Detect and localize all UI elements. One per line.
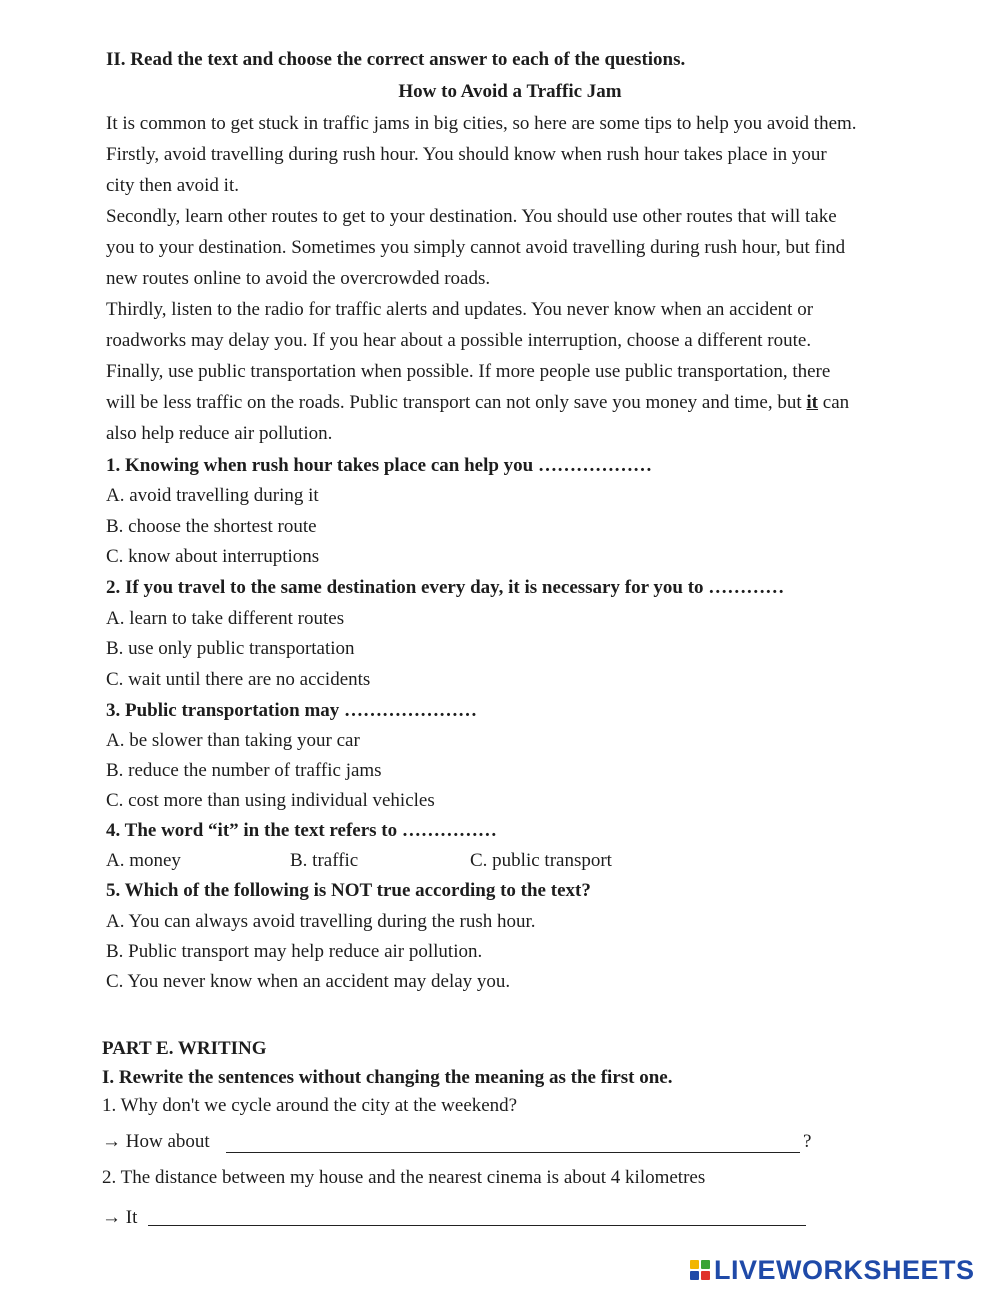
writing-item-1: 1. Why don't we cycle around the city at the weekend? (102, 1095, 518, 1116)
passage-line: you to your destination. Sometimes you simply cannot avoid travelling during rush hour, but find (106, 237, 846, 258)
option-c[interactable]: C. You never know when an accident may delay you. (106, 971, 511, 992)
option-b[interactable]: B. choose the shortest route (106, 516, 317, 537)
passage-line: roadworks may delay you. If you hear about a possible interruption, choose a different route. (106, 330, 812, 351)
passage-text: will be less traffic on the roads. Public transport can not only save you money and time, but (106, 392, 807, 413)
logo-square-icon (701, 1260, 710, 1269)
passage-text: can (818, 392, 850, 413)
passage-title: How to Avoid a Traffic Jam (398, 81, 622, 102)
option-a[interactable]: A. learn to take different routes (106, 608, 345, 629)
option-c[interactable]: C. know about interruptions (106, 546, 320, 567)
logo-square-icon (701, 1271, 710, 1280)
option-a[interactable]: A. You can always avoid travelling during the rush hour. (106, 911, 536, 932)
question-stem: 3. Public transportation may ………………… (106, 700, 478, 721)
writing-prompt-1: → How about (102, 1131, 210, 1152)
passage-line: Thirdly, listen to the radio for traffic alerts and updates. You never know when an accident or (106, 299, 814, 320)
option-a[interactable]: A. avoid travelling during it (106, 485, 319, 506)
passage-line: Firstly, avoid travelling during rush hour. You should know when rush hour takes place in your (106, 144, 827, 165)
option-b[interactable]: B. traffic (290, 850, 359, 871)
section-heading: II. Read the text and choose the correct answer to each of the questions. (106, 49, 686, 70)
logo-text: LIVEWORKSHEETS (714, 1254, 975, 1285)
question-mark: ? (803, 1131, 812, 1152)
passage-line (106, 391, 921, 415)
question-stem: 4. The word “it” in the text refers to …………… (106, 820, 497, 841)
option-c[interactable]: C. cost more than using individual vehicles (106, 790, 435, 811)
writing-item-2: 2. The distance between my house and the nearest cinema is about 4 kilometres (102, 1167, 706, 1188)
question-stem: 2. If you travel to the same destination every day, it is necessary for you to ………… (106, 577, 785, 598)
question-stem: 1. Knowing when rush hour takes place can help you ……………… (106, 455, 652, 476)
passage-line: Finally, use public transportation when possible. If more people use public transportation, there (106, 361, 831, 382)
passage-line: It is common to get stuck in traffic jams in big cities, so here are some tips to help you avoid them. (106, 113, 857, 134)
underlined-word-it: it (806, 392, 819, 413)
option-a[interactable]: A. money (106, 850, 181, 871)
option-c[interactable]: C. wait until there are no accidents (106, 669, 371, 690)
option-a[interactable]: A. be slower than taking your car (106, 730, 360, 751)
passage-line: new routes online to avoid the overcrowded roads. (106, 268, 491, 289)
passage-line: city then avoid it. (106, 175, 239, 196)
part-title: PART E. WRITING (102, 1038, 267, 1059)
option-b[interactable]: B. reduce the number of traffic jams (106, 760, 382, 781)
logo-square-icon (690, 1271, 699, 1280)
logo-grid-icon (690, 1260, 710, 1280)
option-b[interactable]: B. Public transport may help reduce air pollution. (106, 941, 483, 962)
writing-prompt-2: → It (102, 1207, 138, 1228)
answer-blank-2[interactable] (148, 1225, 806, 1226)
writing-instruction: I. Rewrite the sentences without changing the meaning as the first one. (102, 1067, 673, 1088)
liveworksheets-logo[interactable] (690, 1254, 975, 1286)
question-stem: 5. Which of the following is NOT true according to the text? (106, 880, 591, 901)
logo-square-icon (690, 1260, 699, 1269)
passage-line: Secondly, learn other routes to get to your destination. You should use other routes that will take (106, 206, 837, 227)
answer-blank-1[interactable] (226, 1152, 800, 1153)
passage-line: also help reduce air pollution. (106, 423, 333, 444)
option-c[interactable]: C. public transport (470, 850, 612, 871)
option-b[interactable]: B. use only public transportation (106, 638, 355, 659)
